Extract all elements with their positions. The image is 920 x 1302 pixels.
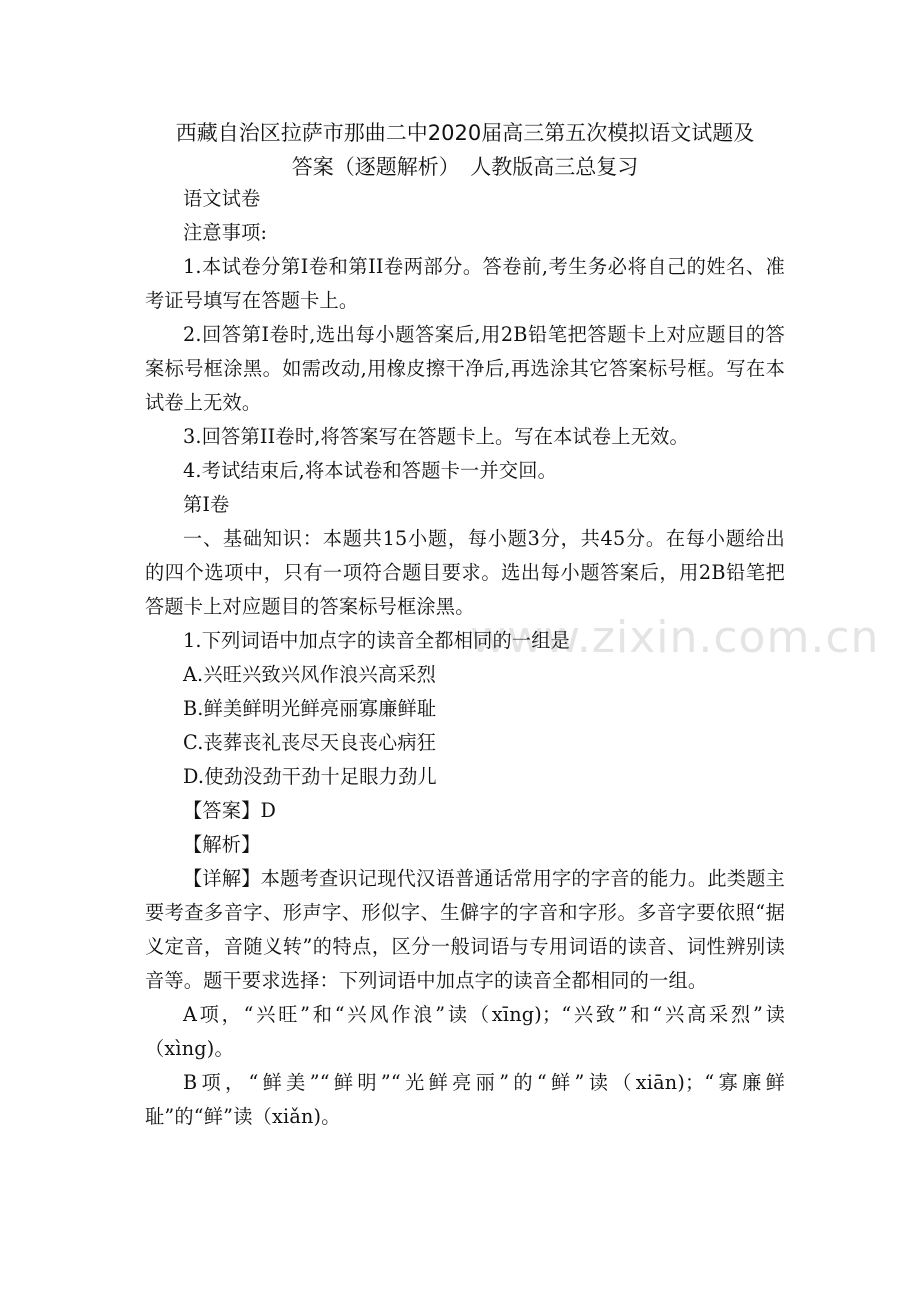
question: 1.下列词语中加点字的读音全都相同的一组是: [183, 629, 571, 652]
paragraph: 1.本试卷分第Ⅰ卷和第II卷两部分。答卷前,考生务必将自己的姓名、准考证号填写在答题卡上。: [145, 255, 785, 312]
paragraph: 注意事项:: [183, 221, 268, 244]
option-a: A.兴旺兴致兴风作浪兴高采烈: [183, 663, 437, 686]
paragraph: 2.回答第Ⅰ卷时,选出每小题答案后,用2B铅笔把答题卡上对应题目的答案标号框涂黑。如需改动,用橡皮擦干净后,再选涂其它答案标号框。写在本试卷上无效。: [145, 323, 785, 414]
answer-label: 【答案】D: [183, 799, 277, 822]
paragraph: 语文试卷: [183, 187, 261, 210]
option-b: B.鲜美鲜明光鲜亮丽寡廉鲜耻: [183, 697, 437, 720]
watermark: www.zixin.com.cn: [470, 612, 880, 663]
document-body: [145, 182, 785, 1134]
document-title: [145, 116, 785, 184]
option-c: C.丧葬丧礼丧尽天良丧心病狂: [183, 731, 437, 754]
analysis-label: 【解析】: [183, 833, 261, 856]
paragraph: 一、基础知识：本题共15小题，每小题3分，共45分。在每小题给出的四个选项中，只有一项符合题目要求。选出每小题答案后，用2B铅笔把答题卡上对应题目的答案标号框涂黑。: [145, 527, 785, 618]
paragraph: A项，“兴旺”和“兴风作浪”读（xīng)；“兴致”和“兴高采烈”读（xìng)。: [145, 1003, 785, 1060]
paragraph: 3.回答第II卷时,将答案写在答题卡上。写在本试卷上无效。: [183, 425, 689, 448]
paragraph: 4.考试结束后,将本试卷和答题卡一并交回。: [183, 459, 557, 482]
paragraph: B项，“鲜美”“鲜明”“光鲜亮丽”的“鲜”读（xiān)；“寡廉鲜耻”的“鲜”读（xiǎn)。: [145, 1071, 785, 1128]
title-line-2: 答案（逐题解析） 人教版高三总复习: [291, 155, 639, 179]
paragraph: 第Ⅰ卷: [183, 493, 230, 516]
paragraph: 【详解】本题考查识记现代汉语普通话常用字的字音的能力。此类题主要考查多音字、形声字、形似字、生僻字的字音和字形。多音字要依照“据义定音，音随义转”的特点，区分一般词语与专用词语的读音、词性辨别读音等。题干要求选择：下列词语中加点字的读音全都相同的一组。: [145, 867, 785, 992]
option-d: D.使劲没劲干劲十足眼力劲儿: [183, 765, 437, 788]
title-line-1: 西藏自治区拉萨市那曲二中2020届高三第五次模拟语文试题及: [175, 121, 755, 145]
